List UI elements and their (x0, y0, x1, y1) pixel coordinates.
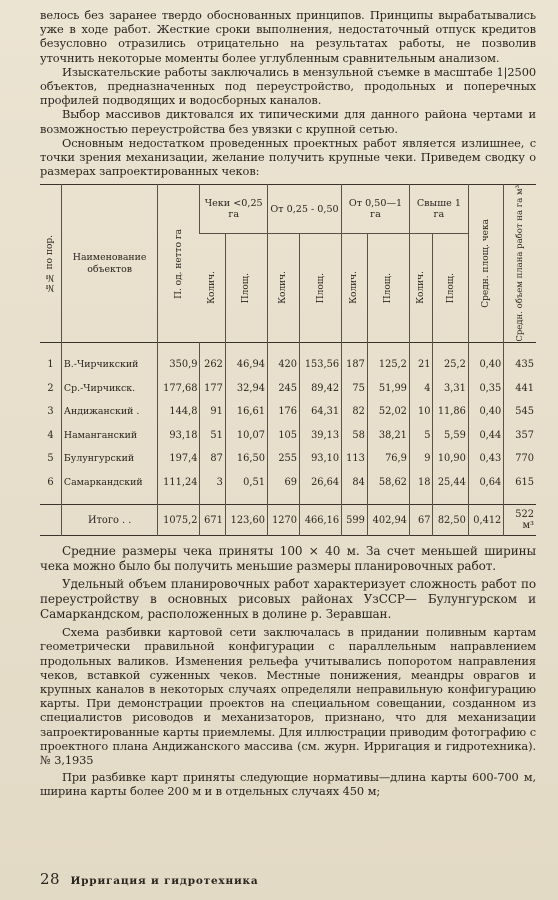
cell-c2: 105 (267, 424, 299, 448)
cell-a1: 0,51 (225, 471, 267, 495)
table-body (40, 343, 536, 536)
cell-c3: 113 (342, 447, 368, 471)
cell-area: 350,9 (158, 353, 200, 377)
cell-area: 144,8 (158, 400, 200, 424)
header-group-025-050: От 0,25 - 0,50 (267, 185, 341, 233)
cell-a1: 10,07 (225, 424, 267, 448)
cell-c3: 82 (342, 400, 368, 424)
cell-c1: 91 (200, 400, 225, 424)
table-row (40, 424, 536, 448)
cell-vol: 615 (504, 471, 536, 495)
cell-avg: 0,40 (468, 400, 503, 424)
total-c3: 599 (342, 505, 368, 536)
total-c2: 1270 (267, 505, 299, 536)
cell-c2: 69 (267, 471, 299, 495)
cell-c2: 420 (267, 353, 299, 377)
table-row (40, 353, 536, 377)
cell-no: 4 (47, 429, 54, 441)
paragraph-survey: Изыскательские работы заключались в мензульной съемке в масштабе 1|2500 объектов, предназначенных под переустройство, продольных и поперечных профилей подводящих и водосборных каналов. (40, 64, 536, 108)
cell-c3: 187 (342, 353, 368, 377)
cell-a2: 153,56 (300, 353, 342, 377)
cell-no: 1 (47, 359, 54, 371)
cell-c1: 87 (200, 447, 225, 471)
subheader-count: Колич. (342, 233, 368, 343)
cell-c4: 10 (409, 400, 433, 424)
cell-c4: 18 (409, 471, 433, 495)
cell-area: 177,68 (158, 377, 200, 401)
table-row (40, 471, 536, 495)
cell-no: 5 (47, 453, 54, 465)
cell-avg: 0,40 (468, 353, 503, 377)
cell-a3: 51,99 (367, 377, 409, 401)
total-a1: 123,60 (225, 505, 267, 536)
subheader-area: Площ. (433, 233, 468, 343)
cell-a4: 11,86 (433, 400, 468, 424)
header-group-over-1: Свыше 1 га (409, 185, 468, 233)
total-a2: 466,16 (300, 505, 342, 536)
cell-avg: 0,35 (468, 377, 503, 401)
cell-a3: 38,21 (367, 424, 409, 448)
subheader-area: Площ. (300, 233, 342, 343)
cell-a4: 25,2 (433, 353, 468, 377)
cell-c1: 177 (200, 377, 225, 401)
table-row (40, 377, 536, 401)
cell-c1: 51 (200, 424, 225, 448)
cell-a2: 26,64 (300, 471, 342, 495)
cell-a4: 10,90 (433, 447, 468, 471)
cell-c3: 75 (342, 377, 368, 401)
cell-c1: 262 (200, 353, 225, 377)
subheader-count: Колич. (207, 271, 218, 305)
subheader-count: Колич. (409, 233, 433, 343)
total-c1: 671 (200, 505, 225, 536)
cell-vol: 545 (504, 400, 536, 424)
total-name: Итого . . (61, 505, 157, 536)
total-c4: 67 (409, 505, 433, 536)
cell-a1: 32,94 (225, 377, 267, 401)
cell-vol: 357 (504, 424, 536, 448)
header-group-small: Чеки <0,25 га (200, 185, 267, 233)
header-avg-area: Средн. площ. чека (468, 185, 503, 343)
cell-area: 197,4 (158, 447, 200, 471)
cell-a2: 89,42 (300, 377, 342, 401)
cell-avg: 0,43 (468, 447, 503, 471)
header-volume: Средн. объем плана работ на га м³ (504, 185, 536, 343)
cell-a1: 16,61 (225, 400, 267, 424)
total-a4: 82,50 (433, 505, 468, 536)
cell-a1: 46,94 (225, 353, 267, 377)
cell-no: 2 (47, 382, 54, 394)
cell-avg: 0,64 (468, 471, 503, 495)
cell-a2: 93,10 (300, 447, 342, 471)
cell-a1: 16,50 (225, 447, 267, 471)
cell-a3: 125,2 (367, 353, 409, 377)
cell-name: Наманганский (61, 424, 157, 448)
cell-c4: 9 (409, 447, 433, 471)
paragraph-layout-scheme: Схема разбивки картовой сети заключалась в придании поливным картам геометрически правильной конфигурации с параллельным направлением продольных валиков. Изменения рельефа учитывались попоротом направления чеков, вставкой суженных чеков. Местные понижения, меандры оврагов и крупных каналов в некоторых случаях определяли неправильную конфигурацию карты. При демонстрации проектов на специальном совещании, созданном из специалистов рисоводов и механизаторов, признано, что для механизации запроектированные карты приемлемы. Для иллюстрации приводим фотографию с проектного плана Андижанского массива (см. журн. Ирригация и гидротехника). № 3,1935 (40, 625, 536, 767)
cell-vol: 441 (504, 377, 536, 401)
cell-c2: 245 (267, 377, 299, 401)
paragraph-specific-volume: Удельный объем планировочных работ характеризует сложность работ по переустройству в основных рисовых районах УзССР— Булунгурском и Самаркандском, расположенных в долине р. Зеравшан. (40, 577, 536, 622)
cell-c3: 58 (342, 424, 368, 448)
cell-a4: 25,44 (433, 471, 468, 495)
cell-a3: 58,62 (367, 471, 409, 495)
cell-name: В.-Чирчикский (61, 353, 157, 377)
cell-c2: 255 (267, 447, 299, 471)
checks-summary-table (40, 184, 536, 536)
cell-avg: 0,44 (468, 424, 503, 448)
table-row (40, 447, 536, 471)
cell-area: 93,18 (158, 424, 200, 448)
cell-name: Самаркандский (61, 471, 157, 495)
cell-c4: 21 (409, 353, 433, 377)
cell-a3: 52,02 (367, 400, 409, 424)
paragraph-average-size: Средние размеры чека приняты 100 × 40 м. За счет меньшей ширины чека можно было бы получить меньшие размеры планировочных работ. (40, 544, 536, 574)
cell-c4: 5 (409, 424, 433, 448)
cell-c3: 84 (342, 471, 368, 495)
total-vol: 522 м³ (504, 505, 536, 536)
total-no (40, 505, 61, 536)
total-area: 1075,2 (158, 505, 200, 536)
cell-c4: 4 (409, 377, 433, 401)
table-row (40, 400, 536, 424)
cell-a2: 39,13 (300, 424, 342, 448)
page-number: 28 (40, 870, 60, 888)
cell-name: Ср.-Чирчикск. (61, 377, 157, 401)
paragraph-drawback: Основным недостатком проведенных проектных работ является излишнее, с точки зрения механизации, желание получить крупные чеки. Приведем сводку о размерах запроектированных чеков: (40, 135, 536, 179)
cell-name: Андижанский . (61, 400, 157, 424)
cell-no: 3 (47, 406, 54, 418)
cell-area: 111,24 (158, 471, 200, 495)
table-total-row (40, 505, 536, 536)
subheader-count: Колич. (267, 233, 299, 343)
cell-a3: 76,9 (367, 447, 409, 471)
cell-name: Булунгурский (61, 447, 157, 471)
subheader-area: Площ. (225, 233, 267, 343)
cell-c2: 176 (267, 400, 299, 424)
header-group-050-1: От 0,50—1 га (342, 185, 410, 233)
header-number: №№ по пор. (45, 235, 56, 293)
header-name: Наименование объектов (61, 185, 157, 343)
cell-a4: 3,31 (433, 377, 468, 401)
header-area: П. од. нетто га (158, 185, 200, 343)
journal-name: Ирригация и гидротехника (70, 875, 259, 887)
total-avg: 0,412 (468, 505, 503, 536)
page-footer (40, 870, 259, 888)
cell-no: 6 (47, 476, 54, 488)
paragraph-norms: При разбивке карт приняты следующие нормативы—длина карты 600-700 м, ширина карты более 200 м и в отдельных случаях 450 м; (40, 770, 536, 799)
total-a3: 402,94 (367, 505, 409, 536)
paragraph-continuation: велось без заранее твердо обоснованных принципов. Принципы вырабатывались уже в ходе работ. Жесткие сроки выполнения, недостаточный отпуск кредитов безусловно отразились отрицательно на результатах работы, не позволив уточнить некоторые моменты более углубленным сравнительным анализом. (40, 8, 536, 65)
cell-vol: 770 (504, 447, 536, 471)
cell-a2: 64,31 (300, 400, 342, 424)
subheader-area: Площ. (367, 233, 409, 343)
cell-c1: 3 (200, 471, 225, 495)
cell-vol: 435 (504, 353, 536, 377)
cell-a4: 5,59 (433, 424, 468, 448)
paragraph-selection: Выбор массивов диктовался их типическими для данного района чертами и возможностью переустройства без увязки с крупной сетью. (40, 107, 536, 136)
